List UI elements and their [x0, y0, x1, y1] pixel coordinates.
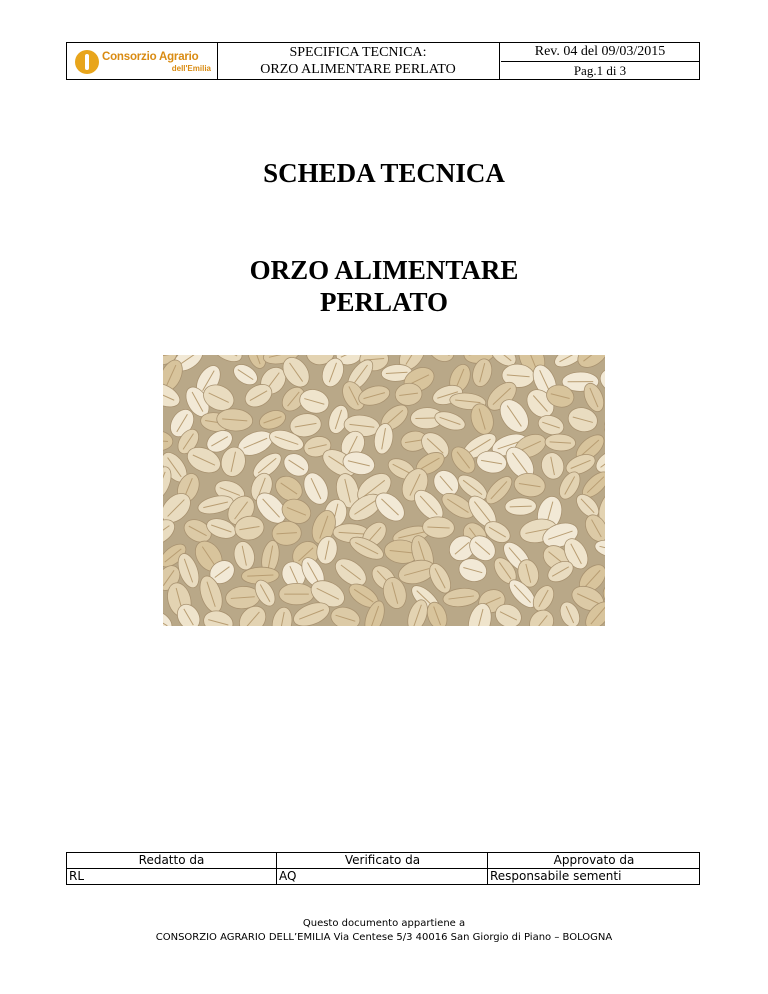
approved-by-cell: [487, 853, 700, 884]
document-header: [66, 42, 700, 80]
approved-by-label: Approvato da: [553, 853, 635, 867]
barley-photo: [163, 355, 605, 626]
approved-by-value: Responsabile sementi: [488, 868, 700, 884]
prepared-by-value: RL: [67, 868, 276, 884]
footer-address: CONSORZIO AGRARIO DELL’EMILIA Via Centese 5/3 40016 San Giorgio di Piano – BOLOGNA: [155, 932, 613, 943]
signature-table: [66, 852, 700, 885]
verified-by-value: AQ: [277, 868, 488, 884]
document-title: SCHEDA TECNICA: [263, 158, 505, 188]
prepared-by-cell: [67, 853, 276, 884]
footer-ownership: Questo documento appartiene a: [302, 918, 466, 929]
document-footer: [0, 917, 768, 945]
company-logo: [75, 50, 211, 74]
header-spec-cell: [217, 43, 500, 79]
logo-text: Consorzio Agrario: [102, 51, 199, 63]
header-logo-cell: [67, 43, 218, 79]
product-title-line-1: ORZO ALIMENTARE: [249, 255, 519, 285]
logo-subtext: dell'Emilia: [171, 64, 211, 73]
revision-info: Rev. 04 del 09/03/2015: [501, 43, 699, 62]
product-title-line-2: PERLATO: [319, 287, 449, 317]
spec-line-2: ORZO ALIMENTARE PERLATO: [260, 62, 456, 77]
prepared-by-label: Redatto da: [138, 853, 205, 867]
spec-line-1: SPECIFICA TECNICA:: [289, 45, 427, 60]
verified-by-cell: [276, 853, 488, 884]
header-rev-cell: [501, 43, 699, 79]
page-number: Pag.1 di 3: [573, 63, 627, 78]
verified-by-label: Verificato da: [344, 853, 421, 867]
wheat-icon: [75, 50, 99, 74]
product-title: [0, 254, 768, 318]
